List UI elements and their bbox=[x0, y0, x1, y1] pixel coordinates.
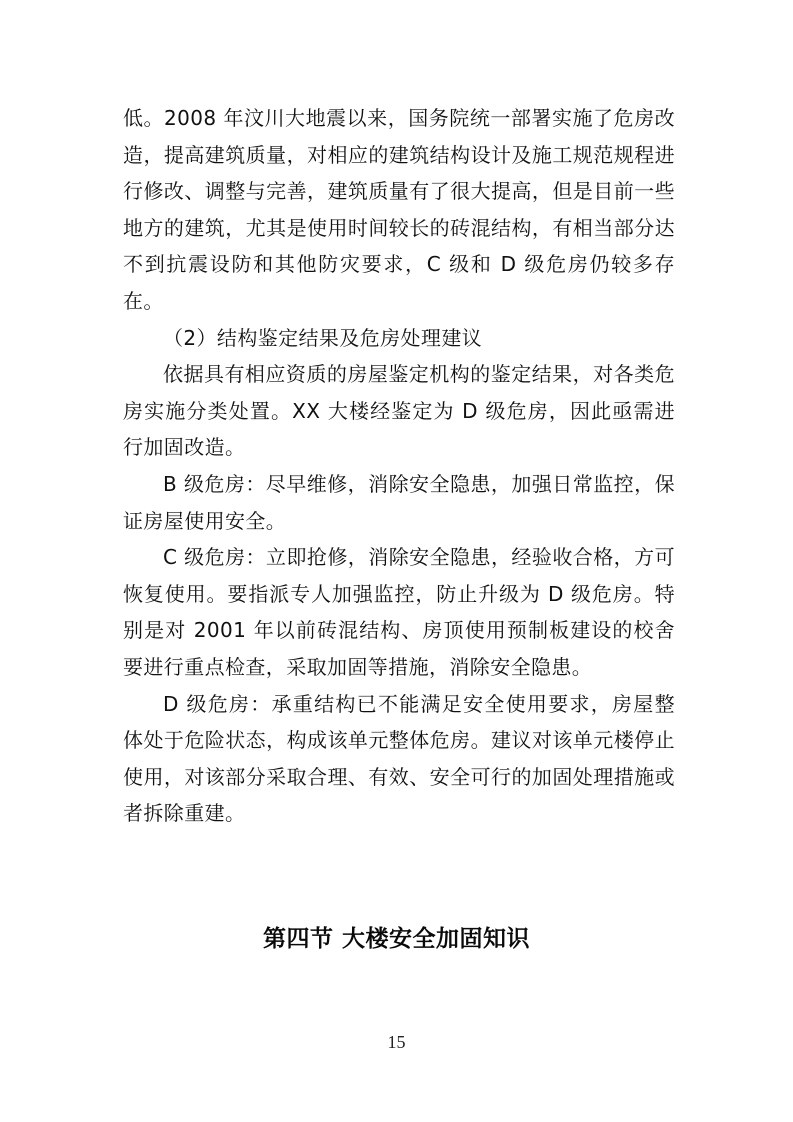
paragraph-grade-c: C 级危房：立即抢修，消除安全隐患，经验收合格，方可恢复使用。要指派专人加强监控，防止升级为 D 级危房。特别是对 2001 年以前砖混结构、房顶使用预制板建设的校舍要进行重点检查，采取加固等措施，消除安全隐患。 bbox=[123, 545, 675, 679]
paragraph-continuation: 低。2008 年汶川大地震以来，国务院统一部署实施了危房改造，提高建筑质量，对相应的建筑结构设计及施工规范规程进行修改、调整与完善，建筑质量有了很大提高，但是目前一些地方的建筑，尤其是使用时间较长的砖混结构，有相当部分达不到抗震设防和其他防灾要求，C 级和 D 级危房仍较多存在。 bbox=[123, 106, 675, 313]
subheading-appraisal-results: （2）结构鉴定结果及危房处理建议 bbox=[163, 325, 483, 350]
paragraph-grade-d: D 级危房：承重结构已不能满足安全使用要求，房屋整体处于危险状态，构成该单元整体危房。建议对该单元楼停止使用，对该部分采取合理、有效、安全可行的加固处理措施或者拆除重建。 bbox=[123, 691, 675, 826]
section-title: 第四节 大楼安全加固知识 bbox=[262, 926, 530, 952]
body-text bbox=[123, 100, 675, 832]
paragraph-appraisal: 依据具有相应资质的房屋鉴定机构的鉴定结果，对各类危房实施分类处置。XX 大楼经鉴定为 D 级危房，因此亟需进行加固改造。 bbox=[123, 362, 675, 460]
page-number: 15 bbox=[387, 1032, 406, 1052]
paragraph-grade-b: B 级危房：尽早维修，消除安全隐患，加强日常监控，保证房屋使用安全。 bbox=[123, 471, 675, 533]
